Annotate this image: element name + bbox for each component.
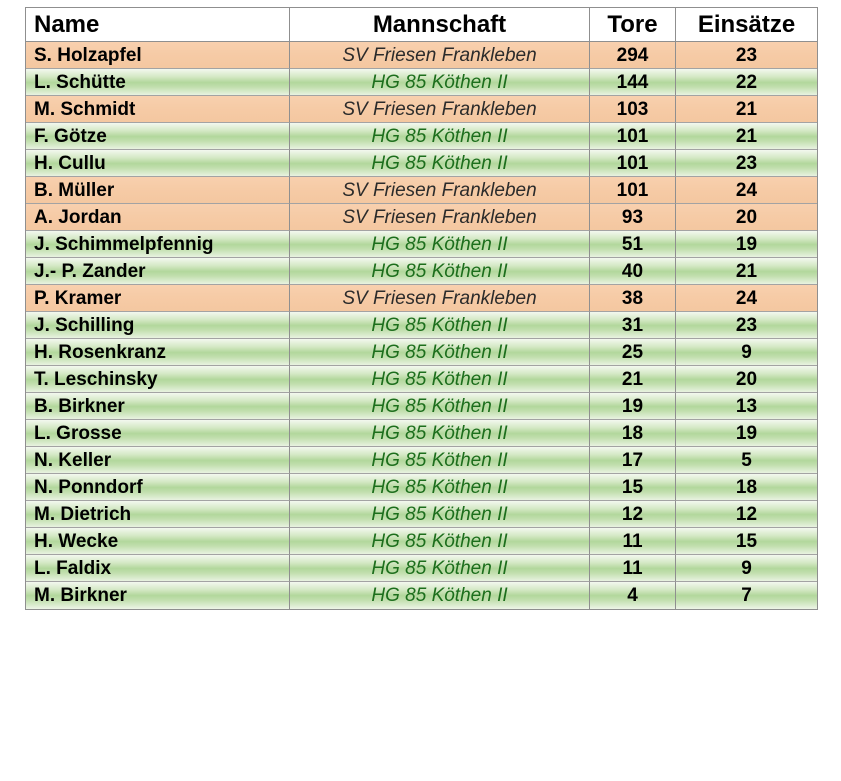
tore-value: 103 bbox=[590, 96, 676, 123]
team-name: HG 85 Köthen II bbox=[290, 555, 590, 582]
team-name: HG 85 Köthen II bbox=[290, 150, 590, 177]
einsaetze-value: 20 bbox=[676, 204, 817, 231]
tore-value: 40 bbox=[590, 258, 676, 285]
tore-value: 19 bbox=[590, 393, 676, 420]
einsaetze-value: 18 bbox=[676, 474, 817, 501]
player-name: N. Keller bbox=[26, 447, 290, 474]
einsaetze-value: 21 bbox=[676, 96, 817, 123]
player-name: L. Grosse bbox=[26, 420, 290, 447]
team-name: HG 85 Köthen II bbox=[290, 501, 590, 528]
einsaetze-value: 19 bbox=[676, 420, 817, 447]
team-name: SV Friesen Frankleben bbox=[290, 285, 590, 312]
table-row bbox=[26, 474, 817, 501]
table-row bbox=[26, 258, 817, 285]
player-name: P. Kramer bbox=[26, 285, 290, 312]
einsaetze-value: 7 bbox=[741, 585, 752, 606]
table-row bbox=[26, 447, 817, 474]
team-name: SV Friesen Frankleben bbox=[290, 96, 590, 123]
table-row bbox=[26, 150, 817, 177]
table-row bbox=[26, 312, 817, 339]
player-name: M. Birkner bbox=[26, 582, 290, 609]
player-name: B. Müller bbox=[26, 177, 290, 204]
table-row bbox=[26, 231, 817, 258]
einsaetze-value: 20 bbox=[676, 366, 817, 393]
player-name: J. Schilling bbox=[26, 312, 290, 339]
scorer-table bbox=[25, 7, 818, 610]
einsaetze-value: 23 bbox=[676, 42, 817, 69]
table-row bbox=[26, 123, 817, 150]
tore-value: 25 bbox=[590, 339, 676, 366]
player-name: M. Dietrich bbox=[26, 501, 290, 528]
table-row bbox=[26, 177, 817, 204]
player-name: T. Leschinsky bbox=[26, 366, 290, 393]
tore-value: 15 bbox=[590, 474, 676, 501]
table-body bbox=[26, 42, 817, 609]
player-name: F. Götze bbox=[26, 123, 290, 150]
table-row bbox=[26, 204, 817, 231]
einsaetze-value: 24 bbox=[676, 177, 817, 204]
player-name: L. Schütte bbox=[26, 69, 290, 96]
player-name: L. Faldix bbox=[26, 555, 290, 582]
tore-value: 93 bbox=[590, 204, 676, 231]
player-name: N. Ponndorf bbox=[26, 474, 290, 501]
team-name: HG 85 Köthen II bbox=[290, 474, 590, 501]
player-name: J. Schimmelpfennig bbox=[26, 231, 290, 258]
table-row bbox=[26, 339, 817, 366]
player-name: H. Cullu bbox=[26, 150, 290, 177]
einsaetze-value: 9 bbox=[676, 555, 817, 582]
team-name: HG 85 Köthen II bbox=[290, 528, 590, 555]
player-name: H. Rosenkranz bbox=[26, 339, 290, 366]
einsaetze-value: 23 bbox=[676, 150, 817, 177]
table-header bbox=[26, 8, 817, 42]
table-row bbox=[26, 42, 817, 69]
tore-value: 31 bbox=[590, 312, 676, 339]
table-row bbox=[26, 582, 817, 609]
table-row bbox=[26, 420, 817, 447]
tore-value: 11 bbox=[590, 528, 676, 555]
team-name: HG 85 Köthen II bbox=[290, 231, 590, 258]
einsaetze-value: 12 bbox=[676, 501, 817, 528]
team-name: HG 85 Köthen II bbox=[290, 420, 590, 447]
header-cell-tore: Tore bbox=[590, 8, 676, 42]
header-cell-einsaetze: Einsätze bbox=[676, 8, 817, 42]
team-name: SV Friesen Frankleben bbox=[290, 177, 590, 204]
einsaetze-value: 15 bbox=[676, 528, 817, 555]
header-cell-name: Name bbox=[26, 8, 290, 42]
tore-value: 38 bbox=[590, 285, 676, 312]
tore-value: 11 bbox=[590, 555, 676, 582]
einsaetze-value: 21 bbox=[676, 123, 817, 150]
player-name: H. Wecke bbox=[26, 528, 290, 555]
tore-value: 101 bbox=[590, 177, 676, 204]
einsaetze-value: 19 bbox=[676, 231, 817, 258]
table-row bbox=[26, 528, 817, 555]
team-name: SV Friesen Frankleben bbox=[290, 204, 590, 231]
tore-value: 144 bbox=[590, 69, 676, 96]
team-name: HG 85 Köthen II bbox=[290, 258, 590, 285]
tore-value: 17 bbox=[590, 447, 676, 474]
player-name: S. Holzapfel bbox=[26, 42, 290, 69]
einsaetze-value: 23 bbox=[676, 312, 817, 339]
einsaetze-value: 22 bbox=[676, 69, 817, 96]
team-name: HG 85 Köthen II bbox=[290, 447, 590, 474]
header-cell-mannschaft: Mannschaft bbox=[290, 8, 590, 42]
team-name: SV Friesen Frankleben bbox=[290, 42, 590, 69]
tore-value: 21 bbox=[590, 366, 676, 393]
team-name: HG 85 Köthen II bbox=[290, 69, 590, 96]
team-name: HG 85 Köthen II bbox=[290, 312, 590, 339]
player-name: B. Birkner bbox=[26, 393, 290, 420]
einsaetze-value: 9 bbox=[676, 339, 817, 366]
table-row bbox=[26, 393, 817, 420]
player-name: A. Jordan bbox=[26, 204, 290, 231]
player-name: J.- P. Zander bbox=[26, 258, 290, 285]
table-row bbox=[26, 69, 817, 96]
table-row bbox=[26, 501, 817, 528]
tore-value: 4 bbox=[590, 582, 676, 609]
team-name: HG 85 Köthen II bbox=[290, 582, 590, 609]
team-name: HG 85 Köthen II bbox=[290, 393, 590, 420]
team-name: HG 85 Köthen II bbox=[290, 366, 590, 393]
table-row bbox=[26, 366, 817, 393]
tore-value: 101 bbox=[590, 123, 676, 150]
tore-value: 101 bbox=[590, 150, 676, 177]
einsaetze-value: 24 bbox=[676, 285, 817, 312]
table-row bbox=[26, 285, 817, 312]
player-name: M. Schmidt bbox=[26, 96, 290, 123]
einsaetze-value: 5 bbox=[676, 447, 817, 474]
table-row bbox=[26, 555, 817, 582]
tore-value: 51 bbox=[590, 231, 676, 258]
team-name: HG 85 Köthen II bbox=[290, 123, 590, 150]
tore-value: 294 bbox=[590, 42, 676, 69]
einsaetze-value: 13 bbox=[676, 393, 817, 420]
team-name: HG 85 Köthen II bbox=[290, 339, 590, 366]
einsaetze-value: 21 bbox=[676, 258, 817, 285]
table-row bbox=[26, 96, 817, 123]
tore-value: 18 bbox=[590, 420, 676, 447]
tore-value: 12 bbox=[590, 501, 676, 528]
